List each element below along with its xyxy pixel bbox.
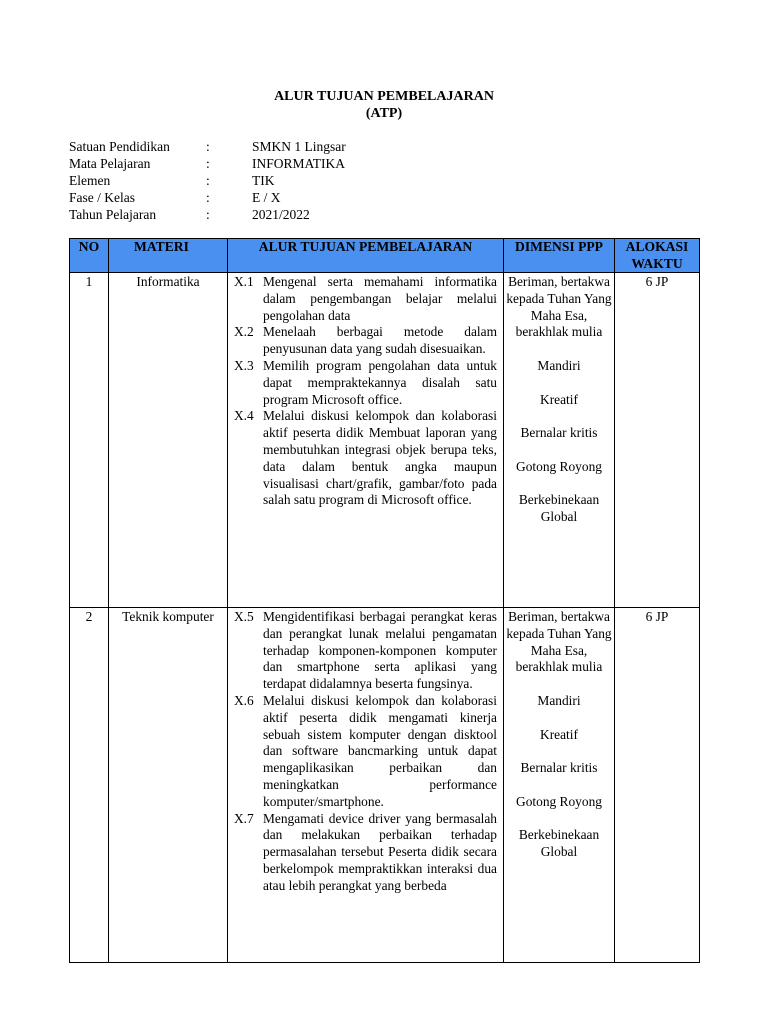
header-alur: ALUR TUJUAN PEMBELAJARAN <box>228 239 504 273</box>
dimensi-item: Beriman, bertakwa kepada Tuhan Yang Maha Esa, berakhlak mulia <box>506 274 612 340</box>
info-label: Satuan Pendidikan <box>69 139 170 154</box>
cell-alokasi: 6 JP <box>615 273 700 608</box>
cell-dimensi <box>504 608 615 963</box>
atp-text: Melalui diskusi kelompok dan kolaborasi aktif peserta didik mengamati kinerja sebuah sistem komputer dengan disktool dan software bancmarking untuk dapat mengaplikasikan perbaikan dan meningkatkan performance komputer/smartphone. <box>263 692 497 809</box>
dimensi-item: Mandiri <box>537 357 581 373</box>
info-colon: : <box>206 207 210 222</box>
info-row-fase <box>69 189 346 206</box>
cell-alur <box>228 608 504 963</box>
atp-item <box>234 408 497 509</box>
atp-text: Melalui diskusi kelompok dan kolaborasi aktif peserta didik Membuat laporan yang membutuhkan integrasi objek berupa teks, data dalam bentuk angka maupun visualisasi chart/grafik, gambar/foto pada salah satu program di Microsoft office. <box>263 408 497 508</box>
info-label: Fase / Kelas <box>69 190 135 205</box>
info-row-mapel <box>69 155 346 172</box>
header-alokasi: ALOKASI WAKTU <box>615 239 700 273</box>
info-value: 2021/2022 <box>252 207 310 222</box>
info-colon: : <box>206 139 210 154</box>
table-row <box>70 273 700 608</box>
document-title: ALUR TUJUAN PEMBELAJARAN <box>274 89 494 104</box>
cell-alokasi: 6 JP <box>615 608 700 963</box>
atp-code: X.6 <box>234 692 254 708</box>
cell-dimensi <box>504 273 615 608</box>
table-header-row <box>70 239 700 273</box>
info-value: E / X <box>252 190 281 205</box>
info-row-tahun <box>69 206 346 223</box>
info-colon: : <box>206 190 210 205</box>
atp-table <box>69 238 700 963</box>
atp-text: Mengamati device driver yang bermasalah dan melakukan perbaikan terhadap permasalahan tersebut Peserta didik secara berkelompok mempraktikkan interaksi dua atau lebih perangkat yang berbeda <box>263 810 497 893</box>
dimensi-item: Gotong Royong <box>516 793 602 809</box>
info-row-elemen <box>69 172 346 189</box>
document-subtitle: (ATP) <box>365 106 403 121</box>
dimensi-item: Bernalar kritis <box>520 425 598 441</box>
cell-no: 2 <box>70 608 109 963</box>
atp-code: X.1 <box>234 274 254 289</box>
info-block <box>69 138 346 223</box>
cell-materi: Informatika <box>109 273 228 608</box>
info-colon: : <box>206 156 210 171</box>
dimensi-item: Gotong Royong <box>516 458 602 474</box>
cell-alur <box>228 273 504 608</box>
atp-item <box>234 274 497 324</box>
atp-text: Mengenal serta memahami informatika dalam pengembangan belajar melalui pengolahan data <box>263 274 497 323</box>
info-label: Mata Pelajaran <box>69 156 151 171</box>
atp-code: X.3 <box>234 357 254 373</box>
dimensi-item: Bernalar kritis <box>520 760 598 776</box>
atp-item <box>234 609 497 693</box>
atp-item <box>234 324 497 358</box>
atp-code: X.2 <box>234 324 254 340</box>
atp-item <box>234 358 497 408</box>
header-dimensi: DIMENSI PPP <box>504 239 615 273</box>
dimensi-item: Kreatif <box>540 726 578 742</box>
info-value: SMKN 1 Lingsar <box>252 139 346 154</box>
cell-materi: Teknik komputer <box>109 608 228 963</box>
header-materi: MATERI <box>109 239 228 273</box>
info-row-satuan <box>69 138 346 155</box>
atp-code: X.5 <box>234 609 254 624</box>
dimensi-item: Berkebinekaan Global <box>518 827 600 860</box>
info-label: Elemen <box>69 173 111 188</box>
header-no: NO <box>70 239 109 273</box>
dimensi-item: Beriman, bertakwa kepada Tuhan Yang Maha Esa, berakhlak mulia <box>506 609 612 675</box>
atp-code: X.7 <box>234 810 254 826</box>
dimensi-item: Mandiri <box>537 692 581 708</box>
dimensi-item: Berkebinekaan Global <box>518 492 600 525</box>
dimensi-item: Kreatif <box>540 391 578 407</box>
atp-item <box>234 811 497 895</box>
info-value: INFORMATIKA <box>252 156 346 171</box>
atp-text: Menelaah berbagai metode dalam penyusunan data yang sudah disesuaikan. <box>263 324 497 357</box>
info-label: Tahun Pelajaran <box>69 207 157 222</box>
table-row <box>70 608 700 963</box>
cell-no: 1 <box>70 273 109 608</box>
atp-item <box>234 693 497 811</box>
info-colon: : <box>206 173 210 188</box>
info-value: TIK <box>252 173 275 188</box>
atp-code: X.4 <box>234 408 254 424</box>
atp-text: Mengidentifikasi berbagai perangkat keras dan perangkat lunak melalui pengamatan terhadap komponen-komponen komputer dan smartphone serta aplikasi yang terdapat didalamnya beserta fungsinya. <box>263 609 497 692</box>
atp-text: Memilih program pengolahan data untuk dapat mempraktekannya disalah satu program Microsoft office. <box>263 357 497 407</box>
